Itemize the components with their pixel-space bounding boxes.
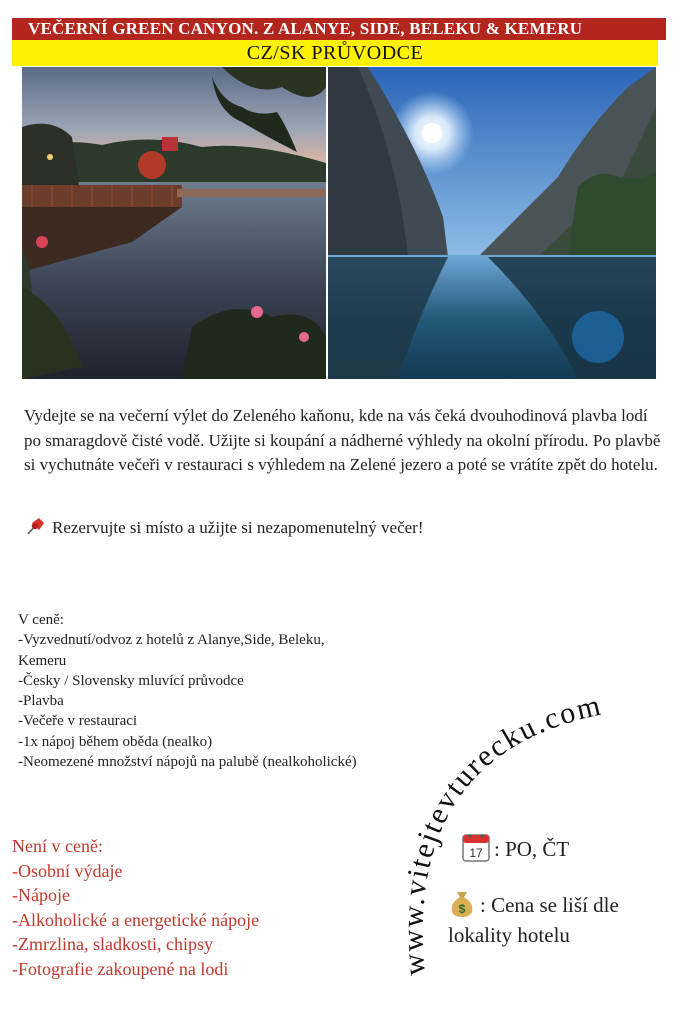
- excluded-item: -Osobní výdaje: [12, 860, 123, 881]
- green-canyon-river-photo: [328, 67, 656, 379]
- included-list: [18, 610, 438, 772]
- price-text: : Cena se liší dle lokality hotelu: [448, 893, 619, 947]
- svg-text:$: $: [458, 902, 466, 916]
- excluded-list: [12, 834, 259, 982]
- excluded-item: -Nápoje: [12, 885, 70, 906]
- money-bag-icon: [448, 888, 476, 918]
- reservation-callout: [24, 516, 424, 540]
- excluded-item: -Alkoholické a energetické nápoje: [12, 909, 260, 930]
- schedule-days: : PO, ČT: [494, 837, 570, 861]
- svg-text:17: 17: [469, 846, 483, 860]
- included-item: -Česky / Slovensky mluvící průvodce: [18, 672, 244, 689]
- schedule-info: [462, 832, 569, 863]
- tour-description: Vydejte se na večerní výlet do Zeleného kaňonu, kde na vás čeká dvouhodinová plavba lodí po smaragdově čisté vodě. Užijte si koupání a nádherné výhledy na okolní přírodu. Po plavbě si vychutnáte večeři v restauraci s výhledem na Zelené jezero a poté se vrátíte zpět do hotelu.: [24, 406, 661, 474]
- included-item: -Vyzvednutí/odvoz z hotelů z Alanye,Side, Beleku,: [18, 632, 325, 649]
- included-heading: V ceně:: [18, 612, 64, 628]
- title-banner: [12, 18, 666, 40]
- included-item: -1x nápoj během oběda (nealko): [18, 733, 213, 750]
- included-item: Kemeru: [18, 652, 67, 669]
- evening-lake-pier-photo: [22, 67, 326, 379]
- price-info: [448, 888, 668, 950]
- reservation-text: Rezervujte si místo a užijte si nezapomenutelný večer!: [52, 518, 424, 537]
- tour-title: VEČERNÍ GREEN CANYON. Z ALANYE, SIDE, BELEKU & KEMERU: [28, 19, 583, 38]
- excluded-item: -Fotografie zakoupené na lodi: [12, 958, 229, 979]
- included-item: -Večeře v restauraci: [18, 713, 138, 730]
- calendar-icon: [462, 832, 490, 862]
- excluded-heading: Není v ceně:: [12, 836, 103, 856]
- included-item: -Plavba: [18, 693, 64, 710]
- pushpin-icon: [24, 516, 46, 536]
- included-item: -Neomezené množství nápojů na palubě (nealkoholické): [18, 754, 357, 771]
- guide-language: CZ/SK PRŮVODCE: [246, 42, 424, 64]
- website-url: www.vitejtevturecku.com: [396, 690, 606, 977]
- excluded-item: -Zmrzlina, sladkosti, chipsy: [12, 934, 213, 955]
- subtitle-banner: [12, 40, 658, 66]
